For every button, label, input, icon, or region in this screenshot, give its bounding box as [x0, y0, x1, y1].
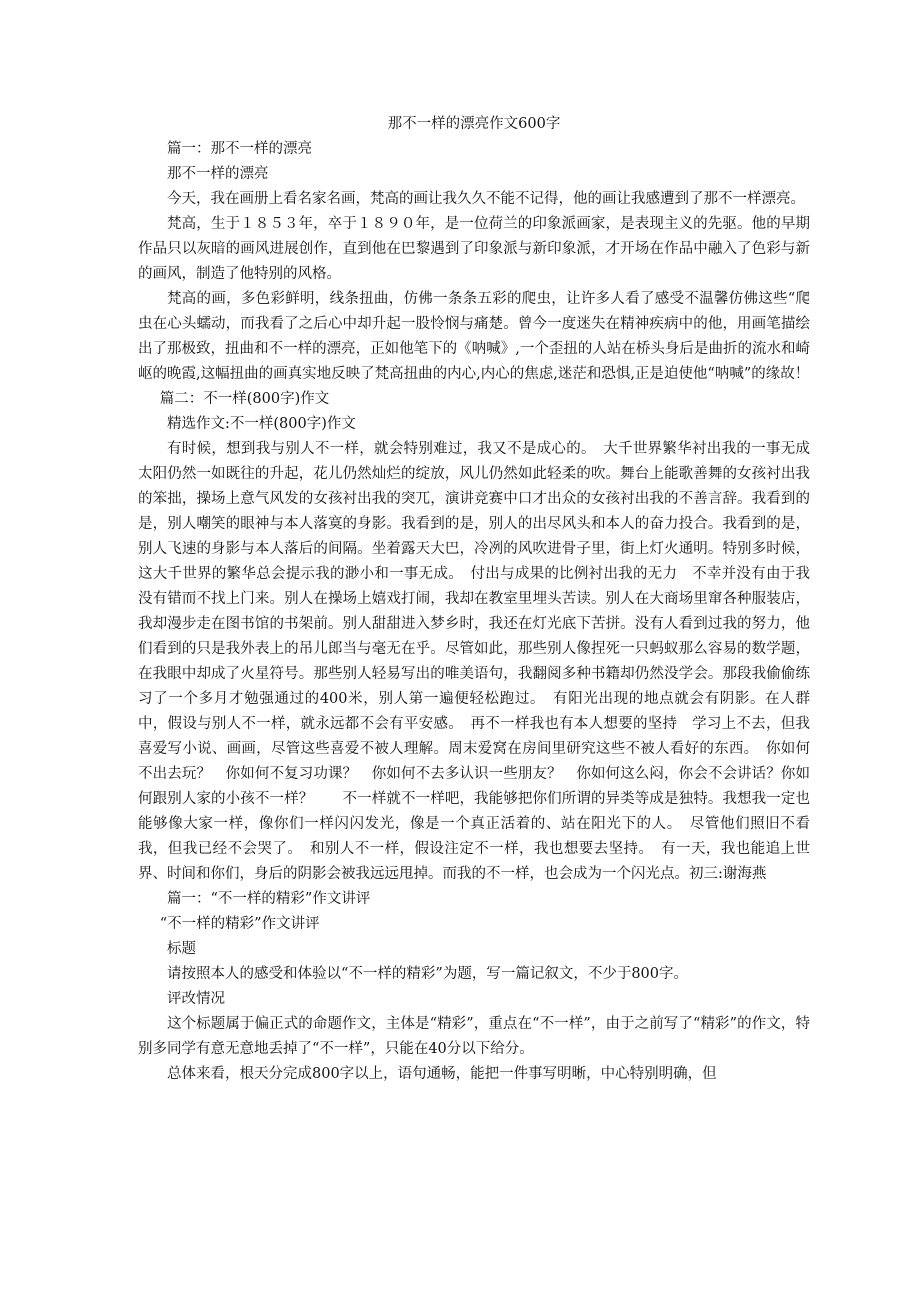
heading-line: 评改情况 [167, 991, 225, 1007]
heading-line: 请按照本人的感受和体验以“不一样的精彩”为题，写一篇记叙文，不少于800字。 [167, 966, 688, 982]
heading-line: 标题 [167, 941, 196, 957]
paragraph: 这个标题属于偏正式的命题作文，主体是“精彩”，重点在“不一样”，由于之前写了“精彩”的作文，特别多同学有意无意地丢掉了“不一样”，只能在40分以下给分。 [138, 1016, 810, 1057]
paragraph: 梵高，生于１８５３年，卒于１８９０年，是一位荷兰的印象派画家，是表现主义的先驱。他的早期作品只以灰暗的画风进展创作，直到他在巴黎遇到了印象派与新印象派，才开场在作品中融入了色彩与新的画风，制造了他特别的风格。 [138, 216, 810, 282]
paragraph: 梵高的画，多色彩鲜明，线条扭曲，仿佛一条条五彩的爬虫，让许多人看了感受不温馨仿佛这些“爬虫在心头蠕动，而我看了之后心中却升起一股怜悯与痛楚。曾今一度迷失在精神疾病中的他，用画笔描绘出了那极致，扭曲和不一样的漂亮，正如他笔下的《呐喊》,一个歪扭的人站在桥头身后是曲折的流水和崎岖的晚霞,这幅扭曲的画真实地反映了梵高扭曲的内心,内心的焦虑,迷茫和恐惧,正是迫使他“呐喊”的缘故！ [138, 291, 810, 382]
document-title: 那不一样的漂亮作文600字 [387, 116, 561, 132]
paragraph: 有时候，想到我与别人不一样，就会特别难过，我又不是成心的。 大千世界繁华衬出我的一事无成 太阳仍然一如既往的升起，花儿仍然灿烂的绽放，风儿仍然如此轻柔的吹。舞台上能歌善舞的女孩衬出我的笨拙，操场上意气风发的女孩衬出我的突兀，演讲竞赛中口才出众的女孩衬出我的不善言辞。我看到的是，别人嘲笑的眼神与本人落寞的身影。我看到的是，别人的出尽风头和本人的奋力投合。我看到的是，别人飞速的身影与本人落后的间隔。坐着露天大巴，冷冽的风吹进骨子里，街上灯火通明。特别多时候，这大千世界的繁华总会提示我的渺小和一事无成。 付出与成果的比例衬出我的无力 不幸并没有由于我没有错而不找上门来。别人在操场上嬉戏打闹，我却在教室里埋头苦读。别人在大商场里窜各种服装店，我却漫步走在图书馆的书架前。别人甜甜进入梦乡时，我还在灯光底下苦拼。没有人看到过我的努力，他们看到的只是我外表上的吊儿郎当与毫无在乎。尽管如此，那些别人像捏死一只蚂蚁那么容易的数学题，在我眼中却成了火星符号。那些别人轻易写出的唯美语句，我翻阅多种书籍却仍然没学会。那段我偷偷练习了一个多月才勉强通过的400米，别人第一遍便轻松跑过。 有阳光出现的地点就会有阴影。在人群中，假设与别人不一样，就永远都不会有平安感。 再不一样我也有本人想要的坚持 学习上不去，但我喜爱写小说、画画，尽管这些喜爱不被人理解。周末爱窝在房间里研究这些不被人看好的东西。 你如何不出去玩？ 你如何不复习功课？ 你如何不去多认识一些朋友？ 你如何这么闷，你会不会讲话？你如何跟别人家的小孩不一样？ 不一样就不一样吧，我能够把你们所谓的异类等成是独特。我想我一定也能够像大家一样，像你们一样闪闪发光，像是一个真正活着的、站在阳光下的人。 尽管他们照旧不看我，但我已经不会哭了。 和别人不一样，假设注定不一样，我也想要去坚持。 有一天，我也能追上世界、时间和你们，身后的阴影会被我远远甩掉。而我的不一样，也会成为一个闪光点。初三:谢海燕 [138, 441, 825, 882]
sub-heading: “不一样的精彩”作文讲评 [159, 916, 320, 932]
heading-line: 篇一：那不一样的漂亮 [167, 141, 312, 157]
section-heading: 篇二：不一样(800字)作文 [159, 391, 330, 407]
heading-line: 精选作文:不一样(800字)作文 [167, 416, 356, 432]
heading-line: 那不一样的漂亮 [167, 166, 269, 182]
document-page [138, 112, 825, 1087]
paragraph: 总体来看，根天分完成800字以上，语句通畅，能把一件事写明晰，中心特别明确，但 [167, 1066, 717, 1082]
paragraph: 今天，我在画册上看名家名画，梵高的画让我久久不能不记得，他的画让我感遭到了那不一样漂亮。 [167, 191, 805, 207]
heading-line: 篇一：“不一样的精彩”作文讲评 [167, 891, 371, 907]
document-body [138, 137, 825, 1087]
